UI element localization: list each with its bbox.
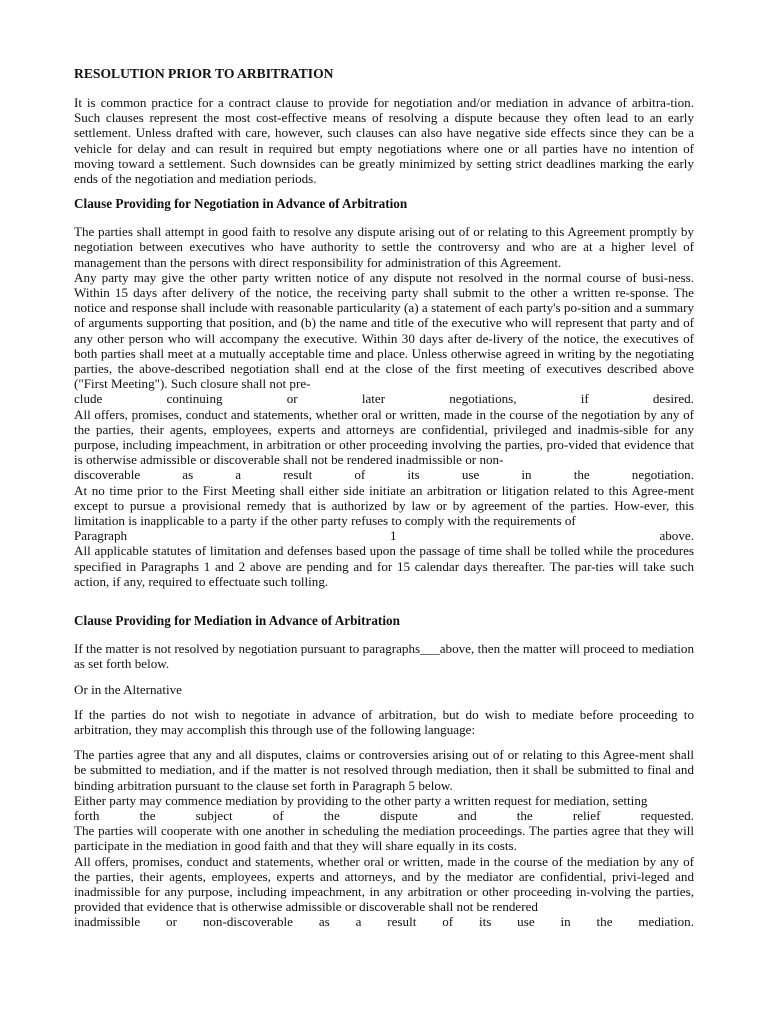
word: result: [283, 467, 313, 483]
word: relief: [572, 807, 601, 823]
word: use: [461, 467, 480, 483]
word: mediation.: [638, 914, 694, 930]
word: or: [166, 914, 177, 930]
intro-paragraph: It is common practice for a contract clause to provide for negotiation and/or mediation in advance of arbitra-tion. Such clauses represent the most cost-effective means of resolving a dispute because they often lead to an early settlement. Unless drafted with care, however, such clauses can also have negative side effects since they can be a vehicle for delay and can result in required but empty negotiations where one or all parties have no intention of moving toward a settlement. Such downsides can be greatly minimized by setting strict deadlines marking the early ends of the negotiation and mediation periods.: [74, 95, 694, 187]
word: the: [573, 467, 590, 483]
word: the: [139, 807, 156, 823]
section-gap: [74, 599, 694, 613]
document-page: [74, 66, 694, 940]
word: requested.: [640, 807, 694, 823]
word: forth: [74, 807, 100, 823]
word: negotiations,: [449, 391, 517, 407]
mediation-paragraph-1: If the matter is not resolved by negotiation pursuant to paragraphs___above, then the matter will proceed to mediation as set forth below.: [74, 641, 694, 672]
mediation-paragraph-4-last-line: [74, 808, 694, 823]
word: above.: [659, 528, 694, 544]
word: dispute: [379, 807, 418, 823]
mediation-heading: Clause Providing for Mediation in Advance of Arbitration: [74, 613, 400, 629]
word: non-discoverable: [202, 914, 293, 930]
negotiation-heading: Clause Providing for Negotiation in Advance of Arbitration: [74, 196, 408, 212]
document-title: RESOLUTION PRIOR TO ARBITRATION: [74, 66, 334, 81]
word: and: [457, 807, 477, 823]
word: a: [235, 467, 242, 483]
word: of: [354, 467, 366, 483]
mediation-paragraph-6-last-line: [74, 914, 694, 929]
negotiation-paragraph-2-last-line: [74, 391, 694, 406]
mediation-paragraph-5: The parties will cooperate with one another in scheduling the mediation proceedings. The parties agree that they will participate in the mediation in good faith and that they will share equally in its costs.: [74, 823, 694, 854]
word: as: [318, 914, 330, 930]
word: the: [323, 807, 340, 823]
negotiation-paragraph-4: At no time prior to the First Meeting shall either side initiate an arbitration or litigation related to this Agree-ment except to pursue a provisional remedy that is authorized by law or by agreement of the parties. How-ever, this limitation is inapplicable to a party if the other party refuses to comply with the requirements of: [74, 482, 694, 529]
mediation-paragraph-2: If the parties do not wish to negotiate in advance of arbitration, but do wish to mediate before proceeding to arbitration, they may accomplish this through use of the following language:: [74, 706, 694, 737]
word: a: [355, 914, 362, 930]
word: negotiation.: [631, 467, 694, 483]
mediation-clause: [74, 747, 694, 929]
word: the: [516, 807, 533, 823]
word: subject: [195, 807, 233, 823]
word: of: [442, 914, 454, 930]
word: later: [361, 391, 386, 407]
word: in: [521, 467, 532, 483]
alternative-label: Or in the Alternative: [74, 681, 182, 697]
mediation-paragraph-6: All offers, promises, conduct and statements, whether oral or written, made in the course of the mediation by any of the parties, their agents, employees, experts and attorneys, and by the mediator are confidential, privi-leged and inadmissible for any purpose, including impeachment, in any arbitration or other proceeding in-volving the parties, provided that evidence that is otherwise admissible or discoverable shall not be rendered: [74, 853, 694, 915]
negotiation-paragraph-3-last-line: [74, 467, 694, 482]
word: if: [580, 391, 589, 407]
word: clude: [74, 391, 103, 407]
mediation-paragraph-3: The parties agree that any and all disputes, claims or controversies arising out of or relating to this Agree-ment shall be submitted to mediation, and if the matter is not resolved through mediation, then it shall be submitted to final and binding arbitration pursuant to the clause set forth in Paragraph 5 below.: [74, 747, 694, 793]
word: as: [182, 467, 194, 483]
word: 1: [390, 528, 397, 544]
negotiation-paragraph-4-last-line: [74, 528, 694, 543]
word: result: [387, 914, 417, 930]
word: its: [407, 467, 420, 483]
word: use: [517, 914, 535, 930]
mediation-paragraph-4: Either party may commence mediation by providing to the other party a written request for mediation, setting: [74, 792, 648, 808]
negotiation-paragraph-2: Any party may give the other party written notice of any dispute not resolved in the normal course of busi-ness. Within 15 days after delivery of the notice, the receiving party shall submit to the other a written re-sponse. The notice and response shall include with reasonable particularity (a) a statement of each party's po-sition and a summary of arguments supporting that position, and (b) the name and title of the executive who will represent that party and of any other person who will accompany the executive. Within 30 days after de-livery of the notice, the executives of both parties shall meet at a mutually acceptable time and place. Unless otherwise agreed in writing by the negotiating parties, the above-described negotiation shall end at the close of the first meeting of executives described above ("First Meeting"). Such closure shall not pre-: [74, 269, 694, 392]
negotiation-clause: [74, 224, 694, 589]
word: Paragraph: [74, 528, 128, 544]
negotiation-paragraph-5: All applicable statutes of limitation and defenses based upon the passage of time shall be tolled while the procedures specified in Paragraphs 1 and 2 above are pending and for 15 calendar days thereafter. The par-ties will take such action, if any, required to effectuate such tolling.: [74, 543, 694, 589]
negotiation-paragraph-3: All offers, promises, conduct and statements, whether oral or written, made in the course of the negotiation by any of the parties, their agents, employees, experts and attorneys are confidential, privileged and inadmis-sible for any purpose, including impeachment, in arbitration or other proceeding involving the parties, pro-vided that evidence that is otherwise admissible or discoverable shall not be rendered inadmissible or non-: [74, 406, 694, 468]
word: in: [560, 914, 571, 930]
negotiation-paragraph-1: The parties shall attempt in good faith to resolve any dispute arising out of or relating to this Agreement promptly by negotiation between executives who have authority to settle the controversy and who are at a higher level of management than the persons with direct responsibility for administration of this Agreement.: [74, 224, 694, 270]
word: continuing: [166, 391, 223, 407]
word: of: [272, 807, 284, 823]
word: its: [478, 914, 492, 930]
word: inadmissible: [74, 914, 141, 930]
word: or: [286, 391, 298, 407]
word: discoverable: [74, 467, 141, 483]
word: the: [596, 914, 613, 930]
word: desired.: [652, 391, 694, 407]
